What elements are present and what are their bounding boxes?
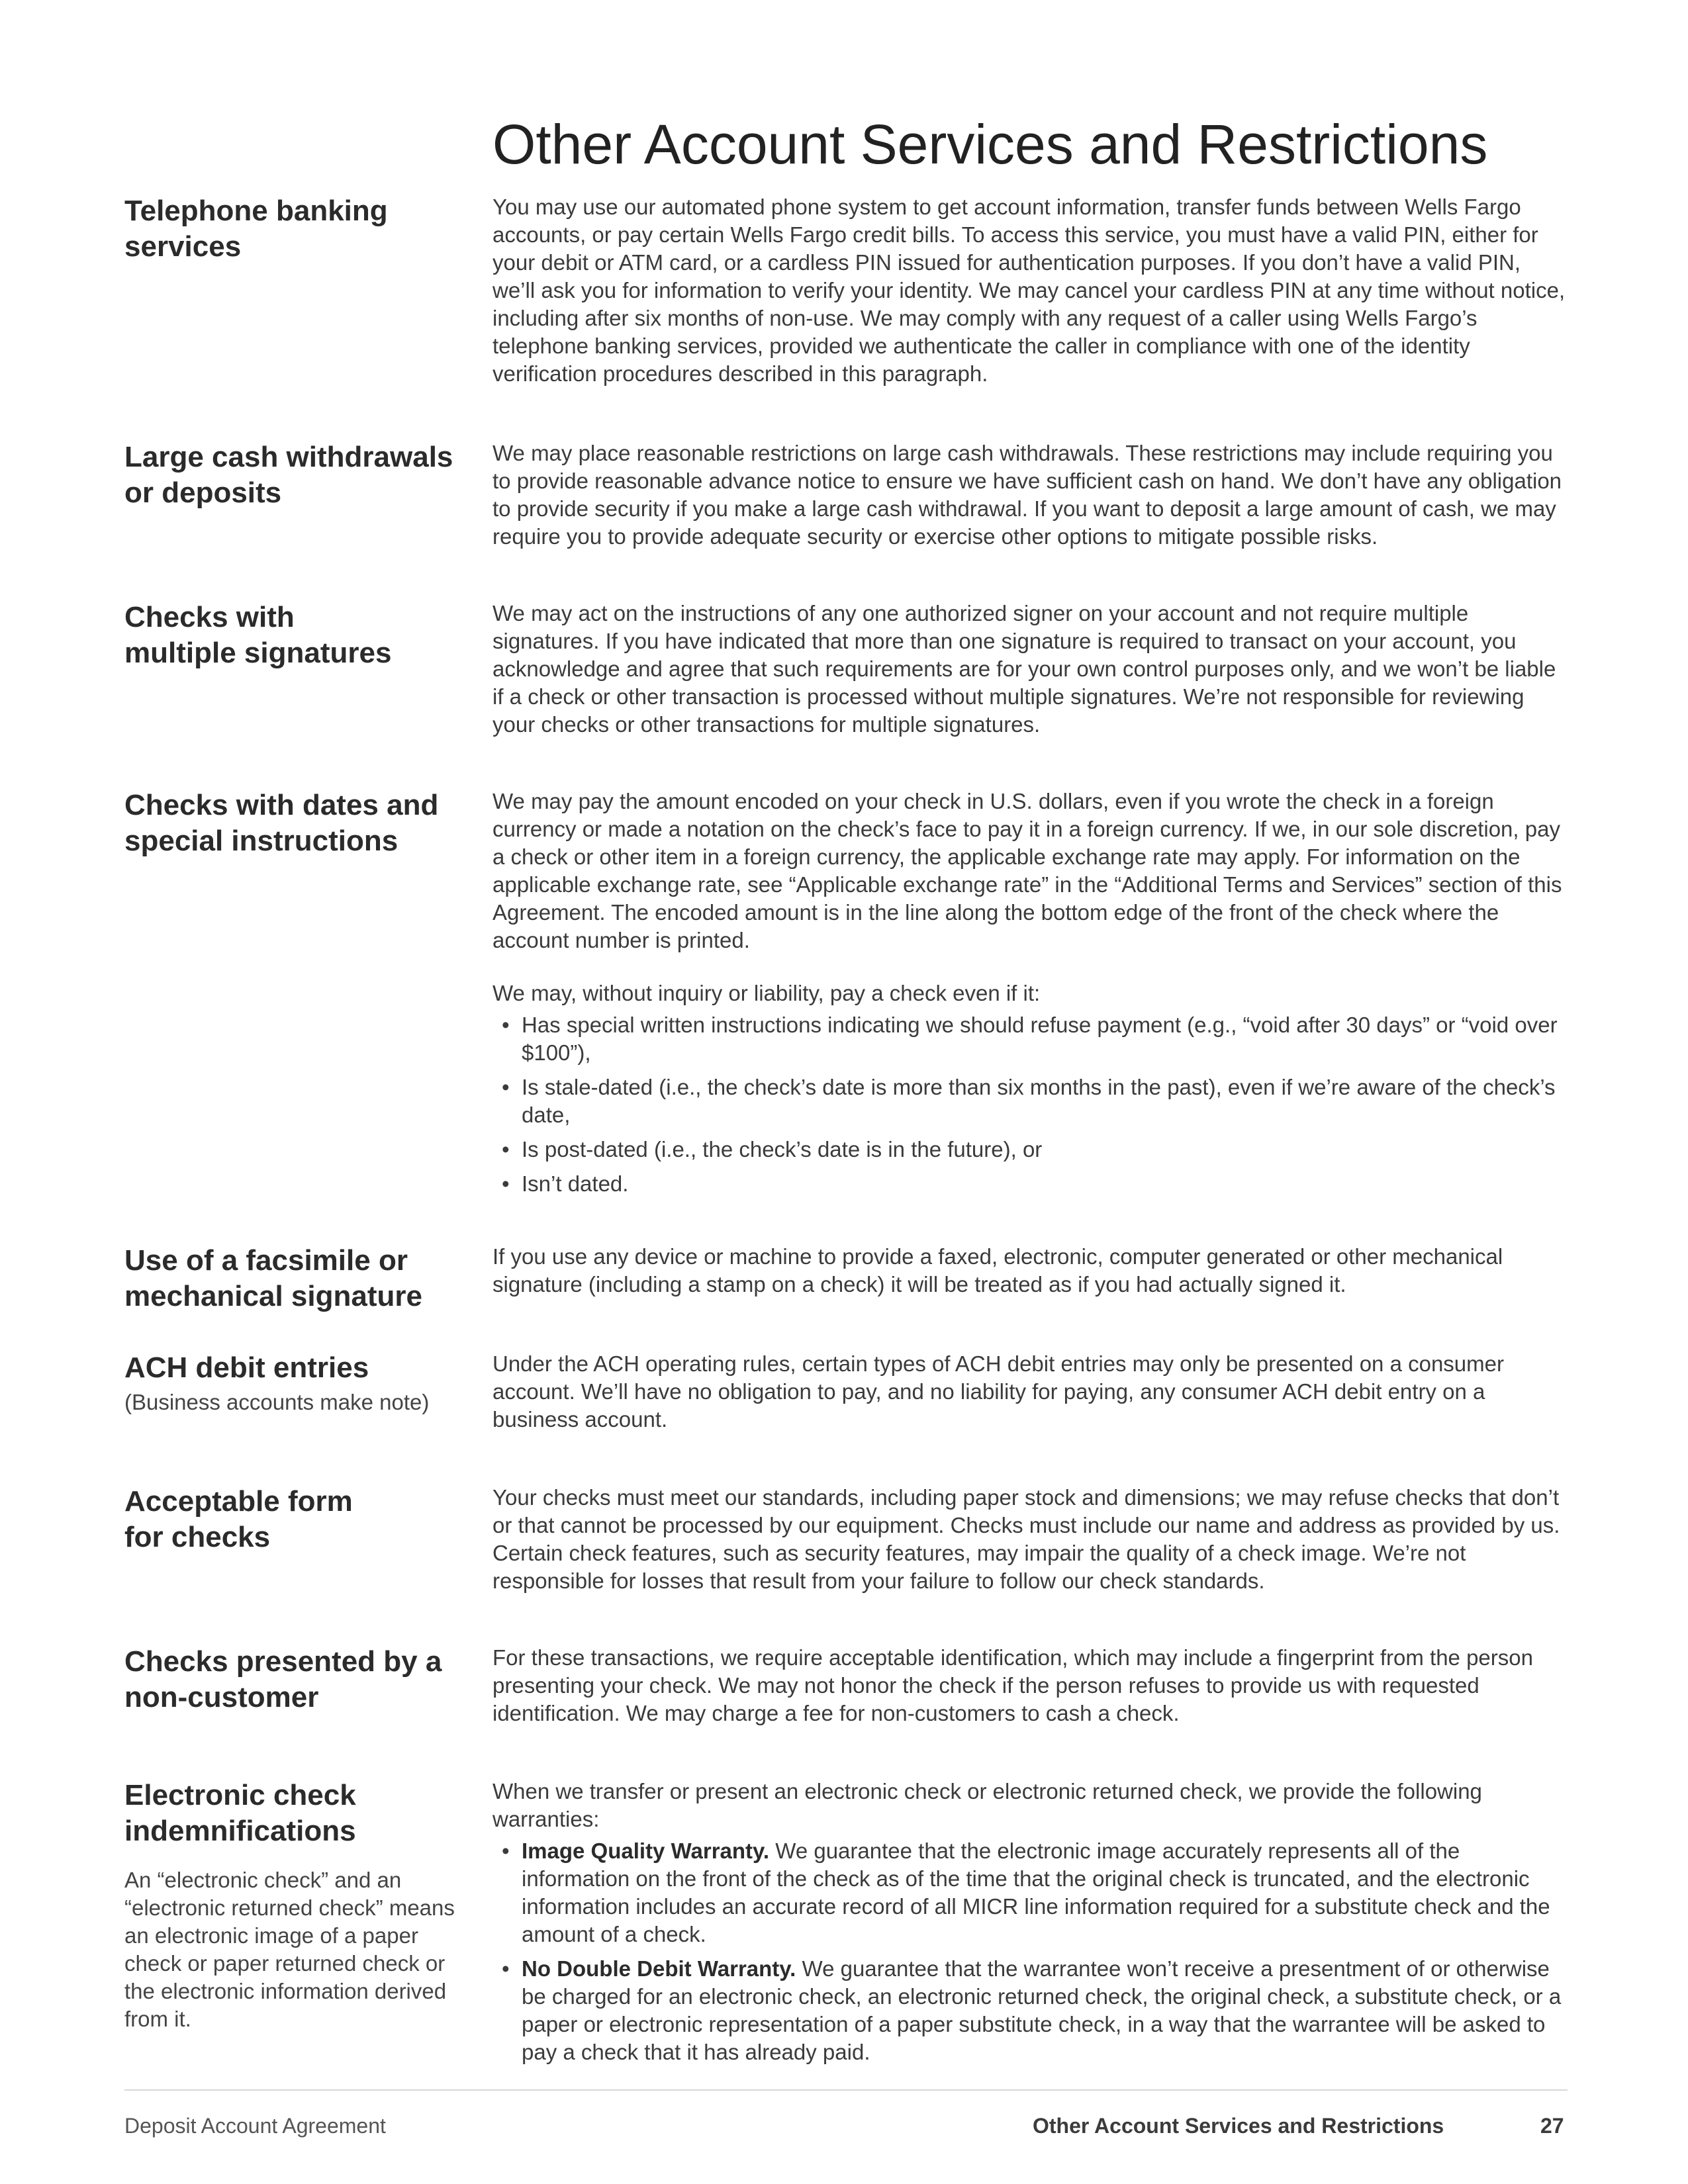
section-label	[124, 788, 469, 859]
bullet-icon: •	[502, 1013, 510, 1037]
heading-line: Large cash withdrawals	[124, 441, 453, 473]
page-title: Other Account Services and Restrictions	[492, 113, 1488, 175]
heading-line: or deposits	[124, 477, 282, 509]
list-item	[492, 1073, 1568, 1129]
footer-divider	[124, 2089, 1568, 2091]
paragraph: For these transactions, we require acceptable identification, which may include a fingerprint from the person presenting your check. We may not honor the check if the person refuses to provide us with requested identification. We may charge a fee for non-customers to cash a check.	[492, 1645, 1533, 1725]
list-item	[492, 1170, 1568, 1198]
section-heading	[124, 1484, 469, 1555]
bullet-icon: •	[502, 1956, 510, 1981]
bullet-icon: •	[502, 1839, 510, 1863]
list-item	[492, 1837, 1568, 1948]
section-label	[124, 439, 469, 511]
bullet-icon: •	[502, 1137, 510, 1161]
warranty-text: We guarantee that the electronic image accurately represents all of the information on the front of the check as of the time that the original check is truncated, and the electronic information includes an accurate record of all MICR line information required for a substitute check and the amount of a check.	[522, 1839, 1550, 1946]
section-label	[124, 1243, 469, 1314]
section-body	[492, 193, 1568, 388]
section-heading	[124, 439, 469, 511]
section-body	[492, 1484, 1568, 1595]
heading-line: Acceptable form	[124, 1485, 353, 1518]
section-heading	[124, 193, 469, 265]
list-item	[492, 1011, 1568, 1067]
heading-line: ACH debit entries	[124, 1351, 369, 1384]
heading-line: Use of a facsimile or	[124, 1244, 408, 1277]
bullet-list	[492, 1011, 1568, 1198]
list-item-text: Isn’t dated.	[522, 1171, 629, 1196]
section-body	[492, 1644, 1568, 1727]
warranty-text: We guarantee that the warrantee won’t receive a presentment of or otherwise be charged for an electronic check, an electronic returned check, the original check, a substitute check, or a paper or electronic representation of a paper substitute check, in a way that the warrantee will be asked to pay a check that it has already paid.	[522, 1956, 1562, 2064]
list-item	[492, 1955, 1568, 2066]
heading-line: Checks with dates and	[124, 789, 439, 821]
heading-line: indemnifications	[124, 1815, 356, 1847]
bullet-icon: •	[502, 1075, 510, 1099]
section-label	[124, 1484, 469, 1555]
section-label	[124, 1778, 469, 2033]
list-item-text: Has special written instructions indicating we should refuse payment (e.g., “void after 30 days” or “void over $100”),	[522, 1013, 1558, 1065]
section-label	[124, 193, 469, 265]
heading-line: Telephone banking	[124, 195, 388, 227]
heading-line: for checks	[124, 1521, 271, 1553]
paragraph: Your checks must meet our standards, including paper stock and dimensions; we may refuse checks that don’t or that cannot be processed by our equipment. Checks must include our name and address as provided by us. Certain check features, such as security features, may impair the quality of a check image. We’re not responsible for losses that result from your failure to follow our check standards.	[492, 1485, 1560, 1593]
warranty-list	[492, 1837, 1568, 2066]
heading-line: Checks presented by a	[124, 1645, 442, 1678]
list-intro: When we transfer or present an electronic check or electronic returned check, we provide the following warranties:	[492, 1779, 1482, 1831]
section-heading	[124, 788, 469, 859]
section-heading	[124, 1778, 469, 1849]
heading-line: Electronic check	[124, 1779, 356, 1811]
section-heading	[124, 1350, 469, 1386]
paragraph: You may use our automated phone system to get account information, transfer funds between Wells Fargo accounts, or pay certain Wells Fargo credit bills. To access this service, you must have a valid PIN, either for your debit or ATM card, or a cardless PIN issued for authentication purposes. If you don’t have a valid PIN, we’ll ask you for information to verify your identity. We may cancel your cardless PIN at any time without notice, including after six months of non-use. We may comply with any request of a caller using Wells Fargo’s telephone banking services, provided we authenticate the caller in compliance with one of the identity verification procedures described in this paragraph.	[492, 195, 1566, 386]
list-intro: We may, without inquiry or liability, pay a check even if it:	[492, 981, 1041, 1005]
heading-line: mechanical signature	[124, 1280, 422, 1312]
list-item-text: Is post-dated (i.e., the check’s date is in the future), or	[522, 1137, 1043, 1161]
list-item-text: Is stale-dated (i.e., the check’s date is more than six months in the past), even if we’re aware of the check’s date,	[522, 1075, 1556, 1127]
footer-document-title: Deposit Account Agreement	[124, 2114, 386, 2138]
paragraph: We may act on the instructions of any one authorized signer on your account and not require multiple signatures. If you have indicated that more than one signature is required to transact on your account, you acknowledge and agree that such requirements are for your own control purposes only, and we won’t be liable if a check or other transaction is processed without multiple signatures. We’re not responsible for reviewing your checks or other transactions for multiple signatures.	[492, 601, 1556, 737]
section-body	[492, 600, 1568, 739]
section-note: (Business accounts make note)	[124, 1390, 430, 1414]
paragraph: We may pay the amount encoded on your check in U.S. dollars, even if you wrote the check in a foreign currency or made a notation on the check’s face to pay it in a foreign currency. If we, in our sole discretion, pay a check or other item in a foreign currency, the applicable exchange rate may apply. For information on the applicable exchange rate, see “Applicable exchange rate” in the “Additional Terms and Services” section of this Agreement. The encoded amount is in the line along the bottom edge of the front of the check where the account number is printed.	[492, 789, 1562, 952]
heading-line: multiple signatures	[124, 637, 392, 669]
heading-line: Checks with	[124, 601, 295, 633]
section-heading	[124, 1243, 469, 1314]
bullet-icon: •	[502, 1171, 510, 1196]
footer-page-number: 27	[1540, 2114, 1564, 2138]
paragraph: We may place reasonable restrictions on large cash withdrawals. These restrictions may include requiring you to provide reasonable advance notice to ensure we have sufficient cash on hand. We don’t have any obligation to provide security if you make a large cash withdrawal. If you want to deposit a large amount of cash, we may require you to provide adequate security or exercise other options to mitigate possible risks.	[492, 441, 1562, 549]
paragraph: Under the ACH operating rules, certain types of ACH debit entries may only be presented on a consumer account. We’ll have no obligation to pay, and no liability for paying, any consumer ACH debit entry on a business account.	[492, 1351, 1504, 1432]
section-label	[124, 1350, 469, 1416]
section-heading	[124, 1644, 469, 1715]
section-body	[492, 1350, 1568, 1433]
section-description: An “electronic check” and an “electronic returned check” means an electronic image of a paper check or paper returned check or the electronic information derived from it.	[124, 1868, 455, 2031]
warranty-title: Image Quality Warranty.	[522, 1839, 770, 1863]
section-body	[492, 439, 1568, 551]
section-body	[492, 1778, 1568, 2073]
section-heading	[124, 600, 469, 671]
warranty-title: No Double Debit Warranty.	[522, 1956, 796, 1981]
heading-line: non-customer	[124, 1681, 319, 1713]
section-label	[124, 1644, 469, 1715]
section-label	[124, 600, 469, 671]
paragraph: If you use any device or machine to provide a faxed, electronic, computer generated or other mechanical signature (including a stamp on a check) it will be treated as if you had actually signed it.	[492, 1244, 1503, 1297]
list-item	[492, 1136, 1568, 1163]
section-body	[492, 1243, 1568, 1298]
heading-line: services	[124, 230, 242, 263]
footer-section-title: Other Account Services and Restrictions	[1033, 2114, 1444, 2138]
section-body	[492, 788, 1568, 1205]
heading-line: special instructions	[124, 825, 399, 857]
